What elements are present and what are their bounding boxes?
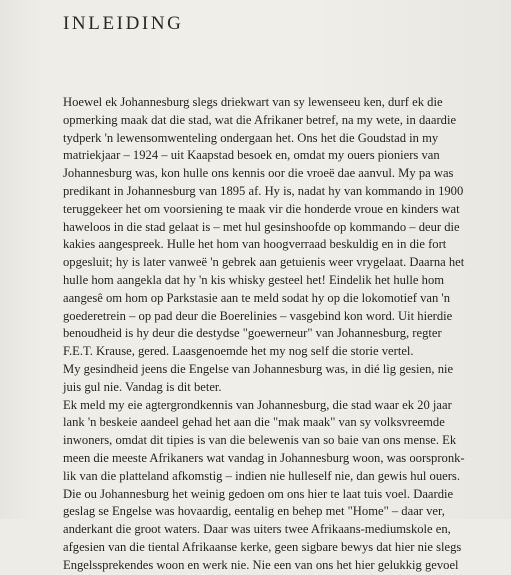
text-line: Ek meld my eie agtergrondkennis van Johannesburg, die stad waar ek 20 jaar	[63, 397, 452, 412]
text-line: opmerking maak dat die stad, wat die Afrikaner betref, na my wete, in daardie	[63, 112, 457, 127]
text-line: hulle hom aangekla dat hy 'n kis whisky gesteel het! Eindelik het hulle hom	[63, 272, 445, 287]
text-line: kakies aangespreek. Hulle het hom van hoogverraad beskuldig en in die fort	[63, 237, 447, 252]
text-line: tydperk 'n lewensomwenteling ondergaan het. Ons het die Goudstad in my	[63, 130, 439, 145]
text-line: afgesien van die tiental Afrikaanse kerke, geen sigbare bewys dat hier nie slegs	[63, 539, 462, 554]
text-line: meen die meeste Afrikaners wat vandag in Johannesburg woon, was oorspronk-	[63, 450, 465, 465]
text-line: teruggekeer het om voorsiening te maak vir die honderde vroue en kinders wat	[63, 201, 460, 216]
text-line: lik van die platteland afkomstig – indien nie hulleself nie, dan gewis hul ouers.	[63, 468, 460, 483]
text-line: inwoners, omdat dit tipies is van die belewenis van so baie van ons mense. Ek	[63, 433, 457, 448]
text-line: haweloos in die stad gelaat is – met hul gesinshoofde op kommando – deur die	[63, 219, 460, 234]
text-line: predikant in Johannesburg van 1895 af. Hy is, nadat hy van kommando in 1900	[63, 183, 464, 198]
text-line: geslag se Engelse was hovaardig, eentalig en behep met "Home" – daar ver,	[63, 504, 445, 519]
text-line: opgesluit; hy is later vanweë 'n gebrek aan getuienis weer vrygelaat. Daarna het	[63, 255, 465, 270]
text-line: lank 'n beskeie aandeel gehad het aan die "mak maak" van sy volksvreemde	[63, 415, 445, 430]
text-line: juis gul nie. Vandag is dit beter.	[63, 379, 222, 394]
text-line: Hoewel ek Johannesburg slegs driekwart van sy lewenseeu ken, durf ek die	[63, 95, 443, 109]
text-line: goederetrein – op pad deur die Boerelinies – vasgebind kon word. Uit hierdie	[63, 308, 453, 323]
text-line: F.E.T. Krause, gered. Laasgenoemde het my nog self die storie vertel.	[63, 344, 414, 359]
text-line: Engelssprekendes woon en werk nie. Nie een van ons het hier gelukkig gevoel	[63, 557, 459, 572]
text-line: Die ou Johannesburg het weinig gedoen om ons hier te laat tuis voel. Daardie	[63, 486, 454, 501]
chapter-heading: INLEIDING	[63, 13, 184, 34]
body-text	[63, 94, 508, 575]
text-line: My gesindheid jeens die Engelse van Johannesburg was, in dié lig gesien, nie	[63, 361, 454, 376]
text-line: anderkant die groot waters. Daar was uiters twee Afrikaans-mediumskole en,	[63, 522, 451, 537]
text-line: aangesê om hom op Parkstasie aan te meld sodat hy op die lokomotief van 'n	[63, 290, 450, 305]
text-line: Johannesburg was, kon hulle ons kennis oor die vroeë dae aanvul. My pa was	[63, 166, 454, 181]
text-line: matriekjaar – 1924 – uit Kaapstad besoek en, omdat my ouers pioniers van	[63, 148, 440, 163]
text-line: benoudheid is hy deur die destydse "goewerneur" van Johannesburg, regter	[63, 326, 442, 341]
